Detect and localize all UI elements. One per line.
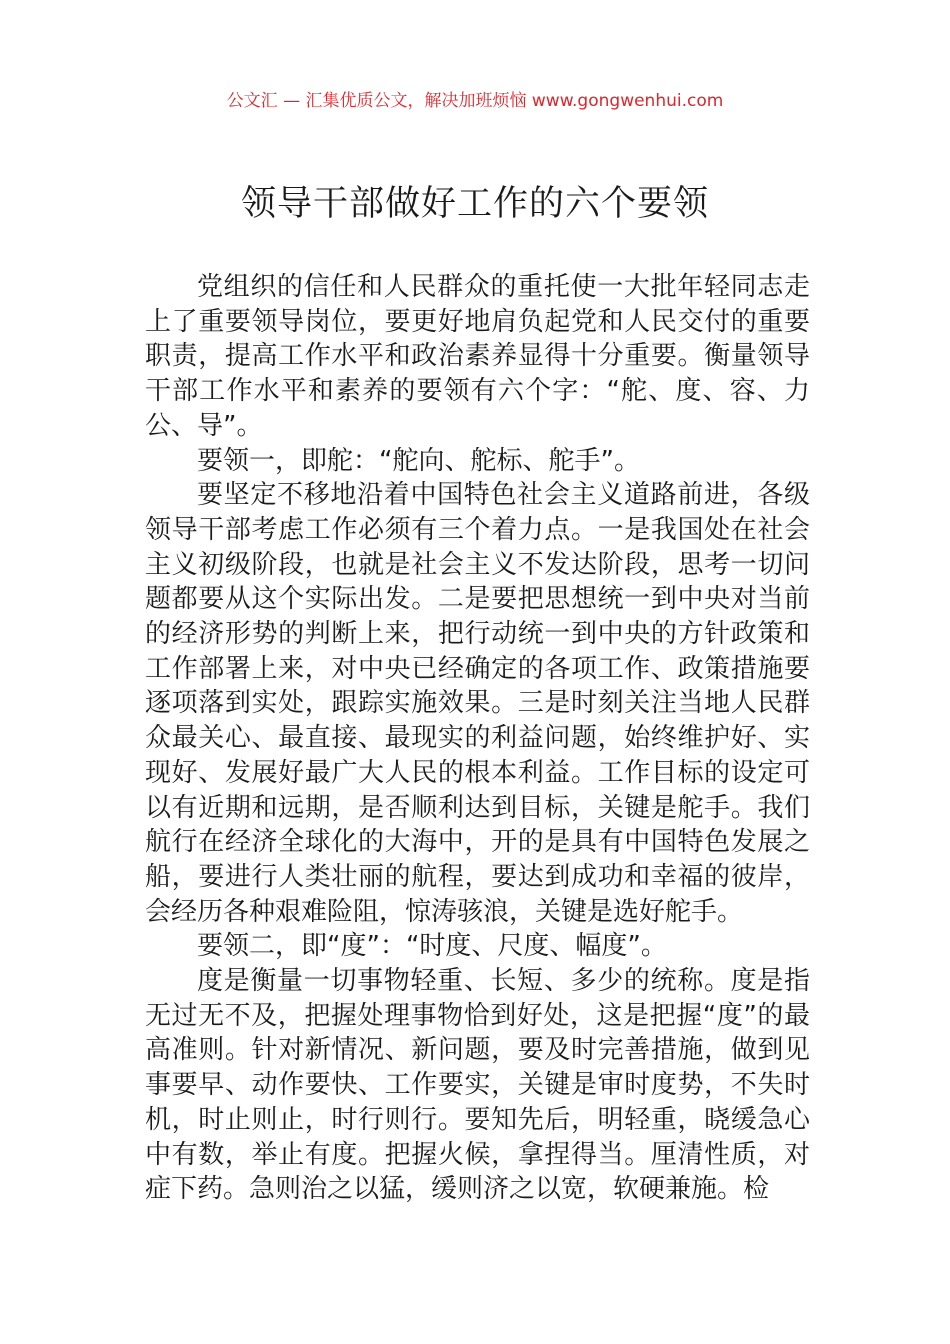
document-title: 领导干部做好工作的六个要领 bbox=[240, 184, 709, 224]
paragraph-point-two-body: 度是衡量一切事物轻重、长短、多少的统称。度是指无过无不及，把握处理事物恰到好处，这是把握“度”的最高准则。针对新情况、新问题，要及时完善措施，做到见事要早、动作要快、工作要实，关键是审时度势，不失时机，时止则止，时行则行。要知先后，明轻重，晓缓急心中有数，举止有度。把握火候，拿捏得当。厘清性质，对症下药。急则治之以猛，缓则济之以宽，软硬兼施。检 bbox=[145, 966, 810, 1205]
paragraph-point-one-heading: 要领一，即舵：“舵向、舵标、舵手”。 bbox=[197, 445, 640, 476]
paragraph-point-two-heading: 要领二，即“度”：“时度、尺度、幅度”。 bbox=[197, 931, 667, 962]
document-body bbox=[145, 270, 810, 1207]
paragraph-intro: 党组织的信任和人民群众的重托使一大批年轻同志走上了重要领导岗位，要更好地肩负起党和人民交付的重要职责，提高工作水平和政治素养显得十分重要。衡量领导干部工作水平和素养的要领有六个字：“舵、度、容、力公、导”。 bbox=[145, 272, 810, 441]
paragraph-point-one-body: 要坚定不移地沿着中国特色社会主义道路前进，各级领导干部考虑工作必须有三个着力点。一是我国处在社会主义初级阶段，也就是社会主义不发达阶段，思考一切问题都要从这个实际出发。二是要把思想统一到中央对当前的经济形势的判断上来，把行动统一到中央的方针政策和工作部署上来，对中央已经确定的各项工作、政策措施要逐项落到实处，跟踪实施效果。三是时刻关注当地人民群众最关心、最直接、最现实的利益问题，始终维护好、实现好、发展好最广大人民的根本利益。工作目标的设定可以有近期和远期，是否顺利达到目标，关键是舵手。我们航行在经济全球化的大海中，开的是具有中国特色发展之船，要进行人类壮丽的航程，要达到成功和幸福的彼岸，会经历各种艰难险阻，惊涛骇浪，关键是选好舵手。 bbox=[145, 480, 810, 927]
header-banner[interactable]: 公文汇 — 汇集优质公文，解决加班烦恼 www.gongwenhui.com bbox=[226, 91, 724, 111]
